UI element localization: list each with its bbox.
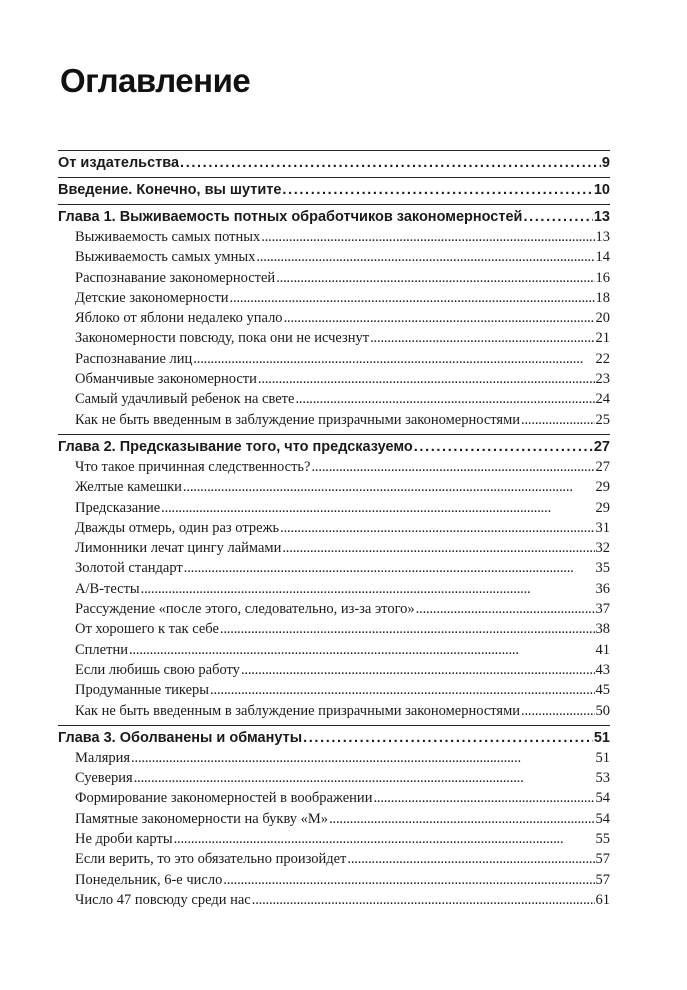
- toc-entry[interactable]: [58, 268, 610, 288]
- dot-leader: [282, 538, 594, 558]
- toc-entry-title: Памятные закономерности на букву «М»: [75, 810, 329, 827]
- toc-page-number: 29: [595, 479, 610, 496]
- toc-entry[interactable]: [58, 457, 610, 477]
- toc-page-number: 38: [595, 621, 610, 638]
- toc-entry-title: Что такое причинная следственность?: [75, 458, 311, 475]
- toc-page-number: 29: [595, 499, 610, 516]
- dot-leader: [184, 558, 595, 578]
- toc-entry[interactable]: [58, 701, 610, 721]
- dot-leader: [183, 477, 595, 497]
- toc-entry-title: Число 47 повсюду среди нас: [75, 891, 251, 908]
- toc-entry-title: Предсказание: [75, 499, 161, 516]
- toc-page-number: 22: [595, 350, 610, 367]
- toc-entry[interactable]: [58, 247, 610, 267]
- toc-chapter-title: От издательства: [58, 155, 180, 171]
- toc-entry-title: Дважды отмерь, один раз отрежь: [75, 519, 280, 536]
- toc-entry[interactable]: [58, 579, 610, 599]
- dot-leader: [180, 153, 601, 173]
- toc-entry[interactable]: [58, 349, 610, 369]
- toc-entry-title: Обманчивые закономерности: [75, 371, 257, 388]
- toc-entry[interactable]: [58, 748, 610, 768]
- dot-leader: [252, 890, 595, 910]
- toc-page-number: 61: [595, 891, 610, 908]
- toc-chapter[interactable]: [58, 207, 610, 227]
- toc-entry[interactable]: [58, 328, 610, 348]
- toc-entry[interactable]: [58, 619, 610, 639]
- toc-chapter[interactable]: [58, 728, 610, 748]
- toc-entry[interactable]: [58, 498, 610, 518]
- toc-page-number: 23: [595, 371, 610, 388]
- dot-leader: [220, 619, 595, 639]
- toc-entry-title: Золотой стандарт: [75, 560, 183, 577]
- toc-page-number: 20: [595, 310, 610, 327]
- toc-page-number: 18: [595, 289, 610, 306]
- toc-chapter[interactable]: [58, 180, 610, 200]
- dot-leader: [280, 518, 594, 538]
- toc-entry-title: Формирование закономерностей в воображении: [75, 790, 373, 807]
- toc-entry[interactable]: [58, 389, 610, 409]
- toc-entry-title: Если верить, то это обязательно произойдет: [75, 851, 347, 868]
- dot-leader: [329, 809, 594, 829]
- toc-page-number: 13: [593, 209, 610, 225]
- toc-entry-title: Если любишь свою работу: [75, 661, 240, 678]
- toc-entry[interactable]: [58, 809, 610, 829]
- toc-entry[interactable]: [58, 829, 610, 849]
- toc-entry[interactable]: [58, 768, 610, 788]
- toc-entry[interactable]: [58, 538, 610, 558]
- dot-leader: [347, 849, 594, 869]
- toc-entry-title: Малярия: [75, 749, 131, 766]
- toc-page-number: 53: [595, 770, 610, 787]
- toc-page-number: 54: [595, 810, 610, 827]
- divider: [58, 150, 610, 151]
- toc-page-number: 25: [595, 411, 610, 428]
- toc-page-number: 27: [595, 458, 610, 475]
- toc-chapter-title: Глава 1. Выживаемость потных обработчиков закономерностей: [58, 209, 523, 225]
- dot-leader: [303, 728, 593, 748]
- toc-entry[interactable]: [58, 788, 610, 808]
- dot-leader: [174, 829, 595, 849]
- toc-chapter-title: Глава 3. Оболванены и обмануты: [58, 729, 303, 746]
- toc-entry-title: Закономерности повсюду, пока они не исчезнут: [75, 330, 370, 347]
- toc-entry-title: Лимонники лечат цингу лаймами: [75, 540, 282, 557]
- toc-page-number: 13: [595, 229, 610, 245]
- divider: [58, 177, 610, 178]
- dot-leader: [370, 328, 594, 348]
- dot-leader: [131, 748, 594, 768]
- page-title: Оглавление: [60, 62, 251, 99]
- dot-leader: [416, 599, 595, 619]
- toc-entry-title: Выживаемость самых умных: [75, 249, 256, 266]
- toc-page-number: 16: [595, 269, 610, 286]
- toc-entry[interactable]: [58, 369, 610, 389]
- toc-page-number: 41: [595, 641, 610, 658]
- toc-page-number: 9: [601, 155, 610, 171]
- toc-entry-title: Распознавание лиц: [75, 350, 193, 367]
- toc-entry[interactable]: [58, 680, 610, 700]
- toc-entry-title: Не дроби карты: [75, 831, 173, 848]
- toc-entry-title: Сплетни: [75, 641, 128, 658]
- dot-leader: [193, 349, 594, 369]
- toc-page-number: 21: [595, 330, 610, 347]
- toc-entry[interactable]: [58, 518, 610, 538]
- dot-leader: [210, 680, 594, 700]
- dot-leader: [373, 788, 594, 808]
- dot-leader: [134, 768, 595, 788]
- toc-chapter[interactable]: [58, 437, 610, 457]
- dot-leader: [276, 268, 594, 288]
- toc-page-number: 45: [595, 682, 610, 699]
- toc-entry-title: Яблоко от яблони недалеко упало: [75, 310, 283, 327]
- dot-leader: [295, 389, 594, 409]
- toc-entry[interactable]: [58, 477, 610, 497]
- toc-entry[interactable]: [58, 227, 610, 247]
- toc-entry-title: Понедельник, 6-е число: [75, 871, 223, 888]
- toc-entry-title: Самый удачливый ребенок на свете: [75, 391, 295, 408]
- dot-leader: [521, 410, 594, 430]
- toc-entry[interactable]: [58, 870, 610, 890]
- toc-page-number: 51: [595, 749, 610, 766]
- toc-entry[interactable]: [58, 288, 610, 308]
- divider: [58, 434, 610, 435]
- dot-leader: [284, 308, 595, 328]
- dot-leader: [161, 498, 594, 518]
- toc-entry-title: Как не быть введенным в заблуждение призрачными закономерностями: [75, 411, 521, 428]
- dot-leader: [230, 288, 595, 308]
- dot-leader: [223, 870, 594, 890]
- toc-page-number: 50: [595, 702, 610, 719]
- toc-entry-title: Детские закономерности: [75, 289, 229, 306]
- toc-entry-title: Распознавание закономерностей: [75, 269, 276, 286]
- toc-chapter[interactable]: [58, 153, 610, 173]
- toc-page-number: 57: [595, 871, 610, 888]
- toc-page-number: 54: [595, 790, 610, 807]
- toc-page-number: 27: [593, 438, 610, 455]
- toc-page-number: 31: [595, 519, 610, 536]
- dot-leader: [311, 457, 594, 477]
- toc-entry[interactable]: [58, 640, 610, 660]
- divider: [58, 204, 610, 205]
- toc-page-number: 55: [595, 831, 610, 848]
- dot-leader: [521, 701, 594, 721]
- dot-leader: [129, 640, 595, 660]
- toc-entry[interactable]: [58, 558, 610, 578]
- toc-entry-title: Выживаемость самых потных: [75, 229, 261, 245]
- dot-leader: [414, 437, 593, 457]
- toc-entry-title: Суеверия: [75, 770, 133, 787]
- toc-entry[interactable]: [58, 599, 610, 619]
- toc-page-number: 57: [595, 851, 610, 868]
- toc-chapter-title: Введение. Конечно, вы шутите: [58, 182, 282, 198]
- toc-chapter-title: Глава 2. Предсказывание того, что предсказуемо: [58, 438, 413, 455]
- toc-page-number: 37: [595, 601, 610, 618]
- toc-page-number: 32: [595, 540, 610, 557]
- toc-page-number: 10: [593, 182, 610, 198]
- dot-leader: [258, 369, 595, 389]
- toc-entry[interactable]: [58, 308, 610, 328]
- dot-leader: [523, 207, 592, 227]
- toc-page-number: 35: [595, 560, 610, 577]
- toc-page-number: 24: [595, 391, 610, 408]
- toc-entry-title: A/B-тесты: [75, 580, 140, 597]
- toc-page-number: 43: [595, 661, 610, 678]
- toc-entry-title: Как не быть введенным в заблуждение призрачными закономерностями: [75, 702, 521, 719]
- toc-page-number: 51: [593, 729, 610, 746]
- toc-entry[interactable]: [58, 890, 610, 910]
- toc-entry-title: Продуманные тикеры: [75, 682, 210, 699]
- toc-entry-title: Рассуждение «после этого, следовательно, из-за этого»: [75, 601, 415, 618]
- dot-leader: [282, 180, 592, 200]
- dot-leader: [261, 227, 594, 247]
- dot-leader: [141, 579, 595, 599]
- toc-page-number: 14: [595, 249, 610, 266]
- toc-entry[interactable]: [58, 410, 610, 430]
- toc-page-number: 36: [595, 580, 610, 597]
- toc-entry-title: Желтые камешки: [75, 479, 182, 496]
- toc-entry-title: От хорошего к так себе: [75, 621, 219, 638]
- toc-entry[interactable]: [58, 660, 610, 680]
- toc-entry[interactable]: [58, 849, 610, 869]
- divider: [58, 725, 610, 726]
- dot-leader: [256, 247, 594, 267]
- dot-leader: [241, 660, 595, 680]
- table-of-contents: [58, 150, 610, 910]
